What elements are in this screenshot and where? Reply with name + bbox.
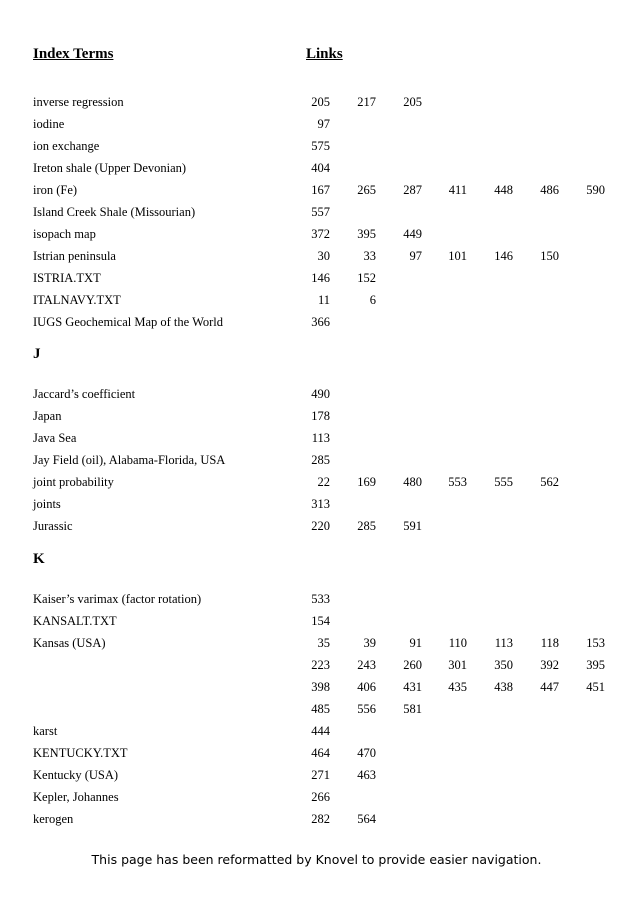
page-link[interactable]: 398 [311, 680, 330, 694]
page-link[interactable]: 260 [403, 658, 422, 672]
index-entry-row [0, 113, 633, 135]
page-link[interactable]: 266 [311, 790, 330, 804]
page-link[interactable]: 395 [586, 658, 605, 672]
page-link[interactable]: 169 [357, 475, 376, 489]
index-term: Jaccard’s coefficient [33, 387, 136, 401]
index-entry-row [0, 610, 633, 632]
index-entry-row [0, 654, 633, 676]
page-link[interactable]: 154 [311, 614, 330, 628]
page-link[interactable]: 411 [448, 183, 467, 197]
index-entry-row [0, 405, 633, 427]
page-link[interactable]: 35 [317, 636, 330, 650]
page-link[interactable]: 146 [311, 271, 330, 285]
page-link[interactable]: 431 [403, 680, 422, 694]
page-link[interactable]: 101 [448, 249, 467, 263]
index-term: isopach map [33, 227, 96, 241]
index-entry-row [0, 632, 633, 654]
page-link[interactable]: 435 [448, 680, 467, 694]
page-link[interactable]: 395 [357, 227, 376, 241]
index-term: KANSALT.TXT [33, 614, 117, 628]
index-entry-row [0, 742, 633, 764]
index-entry-row [0, 588, 633, 610]
page-link[interactable]: 490 [311, 387, 330, 401]
index-entry-row [0, 245, 633, 267]
index-term: Island Creek Shale (Missourian) [33, 205, 196, 219]
page-link[interactable]: 217 [357, 95, 376, 109]
page-link[interactable]: 167 [311, 183, 330, 197]
section-letter-k: K [33, 551, 45, 567]
page-link[interactable]: 22 [317, 475, 330, 489]
index-term: joints [33, 497, 61, 511]
index-entry-row [0, 676, 633, 698]
page-link[interactable]: 575 [311, 139, 330, 153]
index-terms-header: Index Terms [33, 46, 114, 62]
index-term: iron (Fe) [33, 183, 78, 197]
index-term: Kentucky (USA) [33, 768, 119, 782]
index-entry-row [0, 157, 633, 179]
index-term: ISTRIA.TXT [33, 271, 101, 285]
page-link[interactable]: 449 [403, 227, 422, 241]
index-term: Kaiser’s varimax (factor rotation) [33, 592, 202, 606]
page-link[interactable]: 444 [311, 724, 330, 738]
page-link[interactable]: 243 [357, 658, 376, 672]
index-entry-row [0, 698, 633, 720]
page-link[interactable]: 448 [494, 183, 513, 197]
page-link[interactable]: 480 [403, 475, 422, 489]
page-link[interactable]: 220 [311, 519, 330, 533]
links-header: Links [306, 46, 343, 62]
page-link[interactable]: 152 [357, 271, 376, 285]
index-term: Kansas (USA) [33, 636, 106, 650]
page-link[interactable]: 581 [403, 702, 422, 716]
page-link[interactable]: 205 [311, 95, 330, 109]
page-link[interactable]: 97 [409, 249, 422, 263]
page-link[interactable]: 590 [586, 183, 605, 197]
page-link[interactable]: 30 [317, 249, 330, 263]
index-entry-row [0, 764, 633, 786]
page-link[interactable]: 271 [311, 768, 330, 782]
index-entry-row [0, 427, 633, 449]
page-link[interactable]: 392 [540, 658, 559, 672]
page-link[interactable]: 553 [448, 475, 467, 489]
index-entry-row [0, 449, 633, 471]
index-entry-row [0, 808, 633, 830]
entry-list [0, 588, 633, 830]
page-link[interactable]: 438 [494, 680, 513, 694]
page-link[interactable]: 118 [540, 636, 559, 650]
index-term: ion exchange [33, 139, 100, 153]
page-link[interactable]: 404 [311, 161, 330, 175]
index-term: Istrian peninsula [33, 249, 116, 263]
page-link[interactable]: 591 [403, 519, 422, 533]
page-link[interactable]: 301 [448, 658, 467, 672]
index-entry-row [0, 515, 633, 537]
index-entry-row [0, 91, 633, 113]
page-link[interactable]: 285 [357, 519, 376, 533]
page-link[interactable]: 97 [317, 117, 330, 131]
page-link[interactable]: 463 [357, 768, 376, 782]
page-link[interactable]: 113 [494, 636, 513, 650]
page-link[interactable]: 153 [586, 636, 605, 650]
index-entry-row [0, 311, 633, 333]
page-link[interactable]: 562 [540, 475, 559, 489]
index-term: Jurassic [33, 519, 73, 533]
index-term: Kepler, Johannes [33, 790, 119, 804]
page-link[interactable]: 557 [311, 205, 330, 219]
index-entry-row [0, 786, 633, 808]
page-link[interactable]: 33 [363, 249, 376, 263]
page-link[interactable]: 533 [311, 592, 330, 606]
index-entry-row [0, 720, 633, 742]
page-link[interactable]: 285 [311, 453, 330, 467]
page-link[interactable]: 366 [311, 315, 330, 329]
index-term: KENTUCKY.TXT [33, 746, 128, 760]
page-link[interactable]: 555 [494, 475, 513, 489]
page-link[interactable]: 150 [540, 249, 559, 263]
page-link[interactable]: 110 [448, 636, 467, 650]
page-link[interactable]: 564 [357, 812, 376, 826]
page-link[interactable]: 485 [311, 702, 330, 716]
page-link[interactable]: 91 [409, 636, 422, 650]
page-link[interactable]: 287 [403, 183, 422, 197]
page-link[interactable]: 146 [494, 249, 513, 263]
index-term: ITALNAVY.TXT [33, 293, 121, 307]
page-link[interactable]: 451 [586, 680, 605, 694]
page-link[interactable]: 113 [311, 431, 330, 445]
page-link[interactable]: 486 [540, 183, 559, 197]
index-entry-row [0, 223, 633, 245]
index-entry-row [0, 289, 633, 311]
index-entry-row [0, 383, 633, 405]
page-link[interactable]: 223 [311, 658, 330, 672]
page-link[interactable]: 11 [317, 293, 330, 307]
page-link[interactable]: 313 [311, 497, 330, 511]
page-link[interactable]: 447 [540, 680, 559, 694]
index-entry-row [0, 471, 633, 493]
index-entry-row [0, 201, 633, 223]
page-link[interactable]: 6 [369, 293, 376, 307]
page-link[interactable]: 178 [311, 409, 330, 423]
index-entry-row [0, 493, 633, 515]
index-term: Java Sea [33, 431, 77, 445]
page-link[interactable]: 464 [311, 746, 330, 760]
page-link[interactable]: 350 [494, 658, 513, 672]
page-link[interactable]: 205 [403, 95, 422, 109]
index-term: inverse regression [33, 95, 124, 109]
entry-list [0, 383, 633, 537]
page-link[interactable]: 556 [357, 702, 376, 716]
page-link[interactable]: 39 [363, 636, 376, 650]
index-term: Japan [33, 409, 62, 423]
index-term: kerogen [33, 812, 74, 826]
page-link[interactable]: 406 [357, 680, 376, 694]
index-term: joint probability [33, 475, 114, 489]
page-link[interactable]: 372 [311, 227, 330, 241]
index-entry-row [0, 179, 633, 201]
index-entry-row [0, 135, 633, 157]
page-link[interactable]: 282 [311, 812, 330, 826]
page-link[interactable]: 470 [357, 746, 376, 760]
footer-note: This page has been reformatted by Knovel to provide easier navigation. [91, 852, 542, 867]
page-link[interactable]: 265 [357, 183, 376, 197]
entry-list [0, 91, 633, 333]
section-letter-j: J [33, 346, 41, 362]
index-term: IUGS Geochemical Map of the World [33, 315, 224, 329]
index-entry-row [0, 267, 633, 289]
index-term: Jay Field (oil), Alabama-Florida, USA [33, 453, 226, 467]
index-term: karst [33, 724, 58, 738]
index-term: Ireton shale (Upper Devonian) [33, 161, 187, 175]
index-term: iodine [33, 117, 65, 131]
